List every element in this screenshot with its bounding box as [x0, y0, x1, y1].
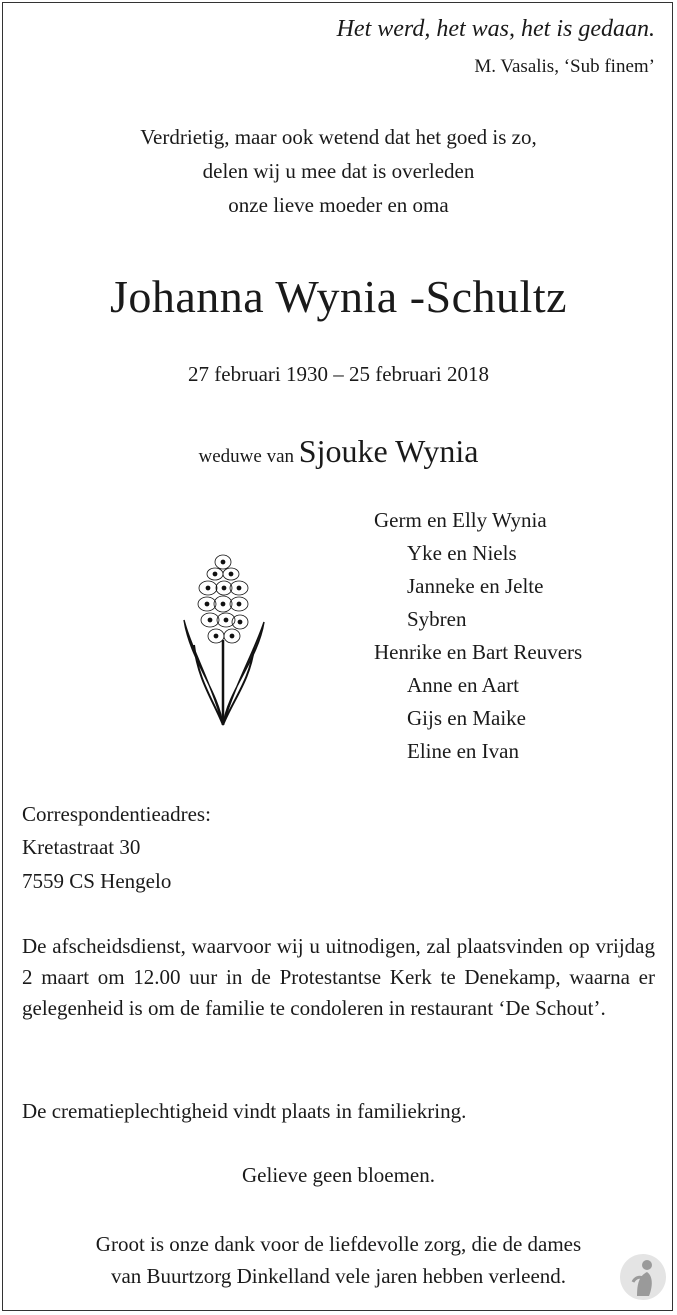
thanks-line-2: van Buurtzorg Dinkelland vele jaren hebben verleend. — [110, 1264, 567, 1288]
quote-source: M. Vasalis, ‘Sub finem’ — [474, 56, 655, 77]
life-dates: 27 februari 1930 – 25 februari 2018 — [188, 362, 489, 386]
service-paragraph: De afscheidsdienst, waarvoor wij u uitnodigen, zal plaatsvinden op vrijdag 2 maart om 12.00 uur in de Protestantse Kerk te Denekamp, waarna er gelegenheid is om de familie te condoleren in restaurant ‘De Schout’. — [22, 934, 655, 1020]
spouse-name: Sjouke Wynia — [298, 433, 479, 469]
family-member: Janneke en Jelte — [407, 574, 544, 598]
thanks-line-1: Groot is onze dank voor de liefdevolle zorg, die de dames — [95, 1232, 582, 1256]
family-member: Germ en Elly Wynia — [374, 508, 547, 532]
family-member: Yke en Niels — [407, 541, 517, 565]
intro-line-3: onze lieve moeder en oma — [228, 193, 449, 217]
no-flowers-text: Gelieve geen bloemen. — [242, 1163, 435, 1187]
deceased-name: Johanna Wynia -Schultz — [109, 271, 568, 322]
family-member: Henrike en Bart Reuvers — [374, 640, 583, 664]
widow-line — [0, 433, 677, 470]
family-member: Gijs en Maike — [407, 706, 526, 730]
quote-text: Het werd, het was, het is gedaan. — [336, 16, 655, 42]
widow-prefix: weduwe van — [198, 446, 295, 467]
family-member: Anne en Aart — [407, 673, 519, 697]
publisher-logo-icon — [619, 1252, 667, 1302]
address-label: Correspondentieadres: — [22, 802, 211, 826]
family-member: Eline en Ivan — [407, 739, 519, 763]
family-member: Sybren — [407, 607, 467, 631]
address-street: Kretastraat 30 — [22, 835, 141, 859]
cremation-text: De crematieplechtigheid vindt plaats in familiekring. — [22, 1099, 467, 1123]
address-city: 7559 CS Hengelo — [22, 869, 172, 893]
hyacinth-icon — [178, 550, 268, 728]
intro-line-2: delen wij u mee dat is overleden — [202, 159, 475, 183]
intro-line-1: Verdrietig, maar ook wetend dat het goed is zo, — [140, 125, 537, 149]
